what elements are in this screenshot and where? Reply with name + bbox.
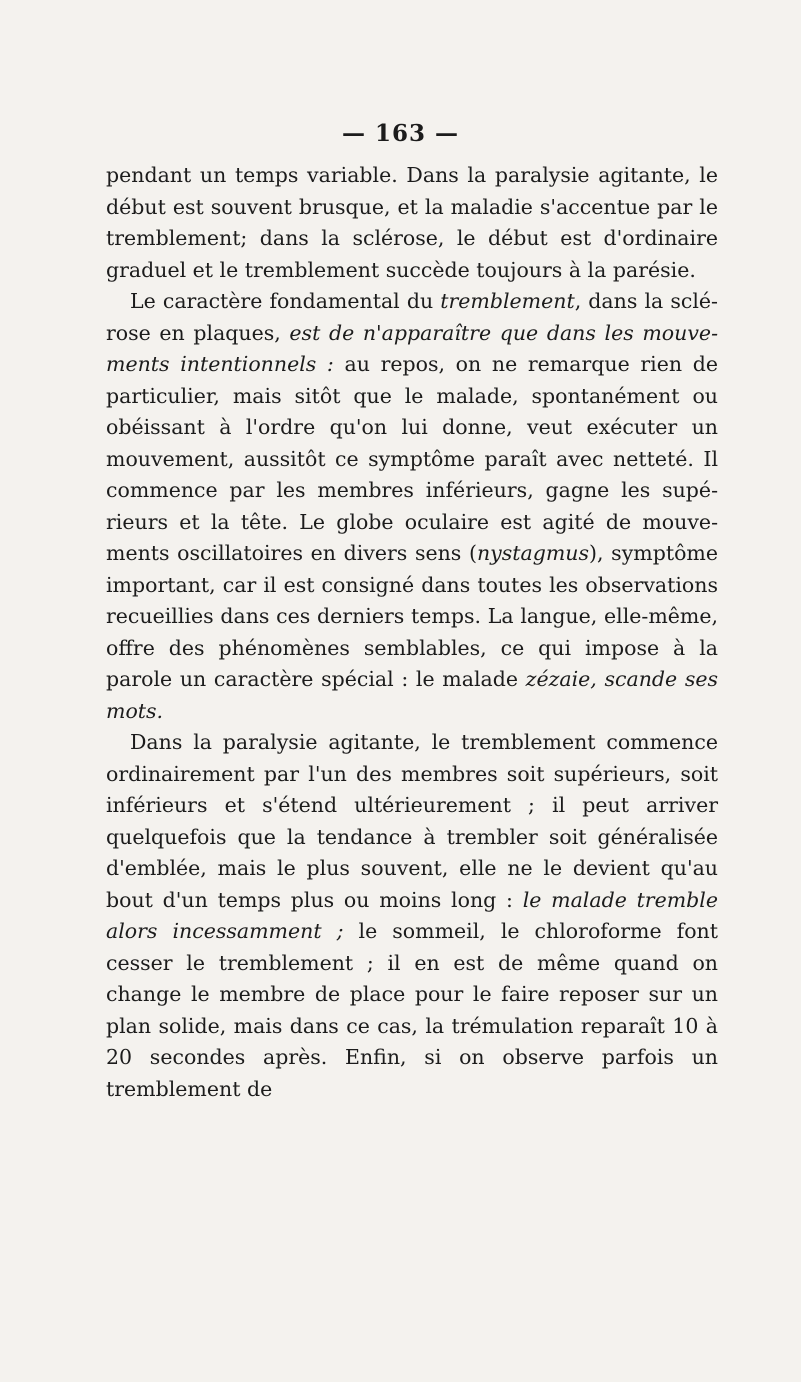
italic-run: est de n'apparaître que dans les mouvements intentionnels : bbox=[106, 320, 718, 376]
body-text bbox=[106, 160, 718, 1105]
text-run: ), symptôme important, car il est consigné dans toutes les observations recueillies dans ces derniers temps. La langue, elle-même, offre des phénomènes semblables, ce qui impose à la parole un caractère spécial : le malade bbox=[106, 541, 718, 691]
italic-run: zézaie, scande ses mots. bbox=[106, 667, 718, 723]
text-run: au repos, on ne remarque rien de particulier, mais sitôt que le malade, spontanément ou obéissant à l'ordre qu'on lui donne, veut exécuter un mouvement, aussitôt ce symptôme paraît avec netteté. Il commence par les membres inférieurs, gagne les supérieurs et la tête. Le globe oculaire est agité de mouvements oscillatoires en divers sens ( bbox=[106, 352, 718, 565]
italic-run: tremblement bbox=[440, 289, 575, 313]
text-run: le sommeil, le chloroforme font cesser le tremblement ; il en est de même quand on change le membre de place pour le faire reposer sur un plan solide, mais dans ce cas, la trémulation reparaît 10 à 20 secondes après. Enfin, si on observe parfois un tremblement de bbox=[106, 919, 718, 1101]
paragraph-3 bbox=[106, 727, 718, 1105]
text-run: Dans la paralysie agitante, le tremblement commence ordinairement par l'un des membres soit supérieurs, soit inférieurs et s'étend ultérieurement ; il peut arriver quelquefois que la tendance à trembler soit généralisée d'emblée, mais le plus souvent, elle ne le devient qu'au bout d'un temps plus ou moins long : bbox=[106, 730, 718, 912]
paragraph-2 bbox=[106, 286, 718, 727]
text-run: pendant un temps variable. Dans la paralysie agitante, le début est souvent brusque, et la maladie s'accentue par le tremblement; dans la sclérose, le début est d'ordinaire graduel et le tremblement succède toujours à la parésie. bbox=[106, 163, 718, 282]
italic-run: nystagmus bbox=[476, 541, 590, 565]
text-run: , dans la sclérose en plaques, bbox=[106, 289, 718, 345]
text-run: Le caractère fondamental du bbox=[130, 289, 441, 313]
page-number: — 163 — bbox=[341, 120, 460, 147]
paragraph-1 bbox=[106, 160, 718, 286]
italic-run: le malade tremble alors incessamment ; bbox=[106, 887, 718, 943]
